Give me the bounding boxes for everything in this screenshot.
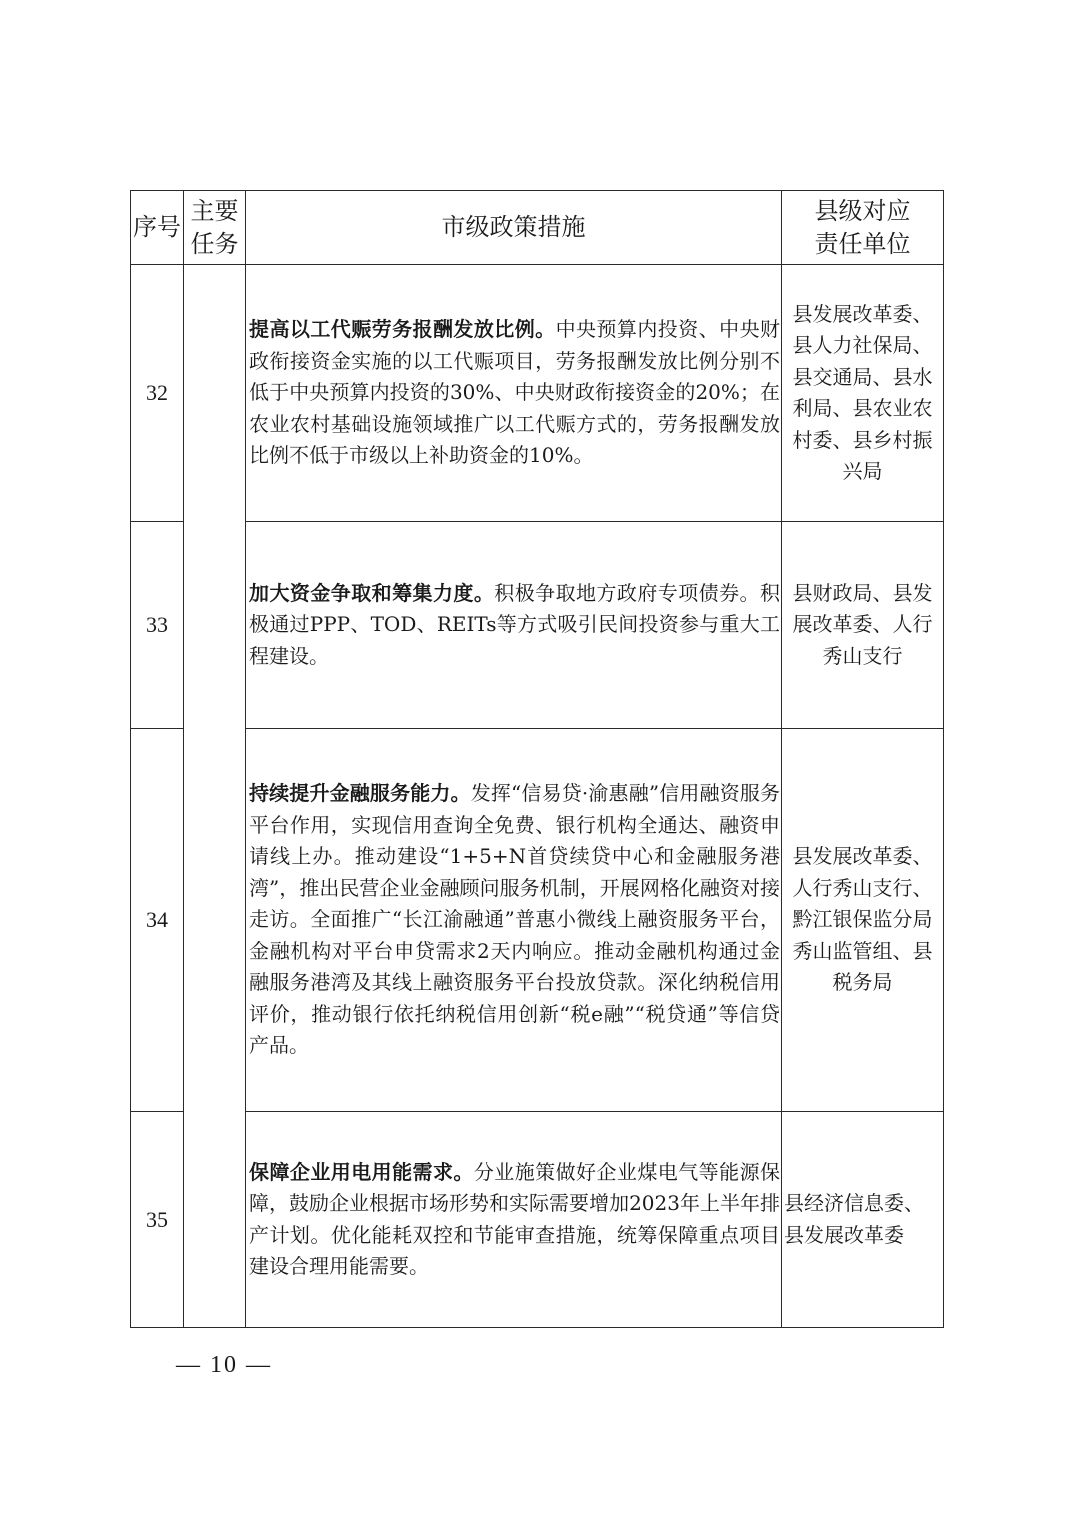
header-serial-number: 序号 bbox=[131, 191, 184, 265]
header-main-task-line2: 任务 bbox=[190, 229, 239, 258]
responsible-unit-cell: 县经济信息委、县发展改革委 bbox=[782, 1112, 944, 1328]
table-row bbox=[131, 729, 944, 1112]
responsible-unit-cell: 县财政局、县发展改革委、人行秀山支行 bbox=[782, 522, 944, 729]
header-city-policy-measures: 市级政策措施 bbox=[246, 191, 782, 265]
row-serial-number: 34 bbox=[131, 729, 184, 1112]
header-county-responsible-unit bbox=[782, 191, 944, 265]
policy-measure-cell bbox=[246, 729, 782, 1112]
table-row bbox=[131, 265, 944, 522]
policy-measure-text: 发挥“信易贷·渝惠融”信用融资服务平台作用，实现信用查询全免费、银行机构全通达、融资申请线上办。推动建设“1+5+N首贷续贷中心和金融服务港湾”，推出民营企业金融顾问服务机制，开展网格化融资对接走访。全面推广“长江渝融通”普惠小微线上融资服务平台，金融机构对平台申贷需求2天内响应。推动金融机构通过金融服务港湾及其线上融资服务平台投放贷款。深化纳税信用评价，推动银行依托纳税信用创新“税e融”“税贷通”等信贷产品。 bbox=[249, 781, 781, 1058]
header-unit-line2: 责任单位 bbox=[814, 229, 911, 258]
policy-measure-title: 持续提升金融服务能力。 bbox=[249, 781, 471, 806]
table-header-row bbox=[131, 191, 944, 265]
main-task-cell bbox=[184, 265, 246, 1328]
table-row bbox=[131, 1112, 944, 1328]
policy-measure-cell bbox=[246, 522, 782, 729]
policy-measure-cell bbox=[246, 265, 782, 522]
policy-measure-cell bbox=[246, 1112, 782, 1328]
policy-measure-text: 积极争取地方政府专项债券。积极通过PPP、TOD、REITs等方式吸引民间投资参与重大工程建设。 bbox=[249, 580, 781, 668]
page-number: — 10 — bbox=[176, 1352, 272, 1378]
header-main-task bbox=[184, 191, 246, 265]
responsible-unit-cell: 县发展改革委、县人力社保局、县交通局、县水利局、县农业农村委、县乡村振兴局 bbox=[782, 265, 944, 522]
policy-measure-text: 分业施策做好企业煤电气等能源保障，鼓励企业根据市场形势和实际需要增加2023年上半年排产计划。优化能耗双控和节能审查措施，统筹保障重点项目建设合理用能需要。 bbox=[249, 1159, 781, 1278]
policy-measure-title: 保障企业用电用能需求。 bbox=[249, 1159, 474, 1184]
policy-measure-title: 加大资金争取和筹集力度。 bbox=[249, 580, 495, 605]
row-serial-number: 32 bbox=[131, 265, 184, 522]
policy-table bbox=[130, 190, 944, 1328]
header-unit-line1: 县级对应 bbox=[814, 196, 911, 225]
row-serial-number: 33 bbox=[131, 522, 184, 729]
row-serial-number: 35 bbox=[131, 1112, 184, 1328]
policy-measure-title: 提高以工代赈劳务报酬发放比例。 bbox=[249, 317, 556, 342]
table-row bbox=[131, 522, 944, 729]
policy-measure-text: 中央预算内投资、中央财政衔接资金实施的以工代赈项目，劳务报酬发放比例分别不低于中央预算内投资的30%、中央财政衔接资金的20%；在农业农村基础设施领域推广以工代赈方式的，劳务报酬发放比例不低于市级以上补助资金的10%。 bbox=[249, 317, 781, 468]
responsible-unit-cell: 县发展改革委、人行秀山支行、黔江银保监分局秀山监管组、县税务局 bbox=[782, 729, 944, 1112]
header-main-task-line1: 主要 bbox=[190, 196, 239, 225]
